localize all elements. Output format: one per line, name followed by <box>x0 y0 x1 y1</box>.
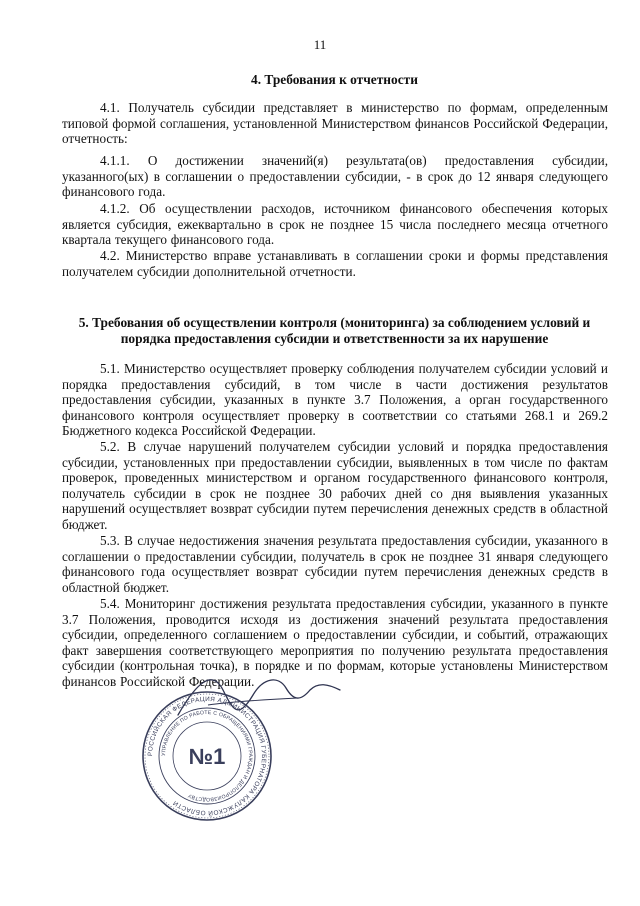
section-5-title-line-2: порядка предоставления субсидии и ответственности за их нарушение <box>120 331 549 346</box>
paragraph-4-1-2: 4.1.2. Об осуществлении расходов, источником финансового обеспечения которых является субсидия, ежеквартально в срок не позднее 15 числа последнего месяца отчетного квартала текущего финансового года. <box>62 201 608 248</box>
section-5-title-line-1: 5. Требования об осуществлении контроля (мониторинга) за соблюдением условий и <box>78 315 591 330</box>
paragraph-4-1: 4.1. Получатель субсидии представляет в министерство по формам, определенным типовой формой соглашения, установленной Министерством финансов Российской Федерации, отчетность: <box>62 100 608 147</box>
section-4-title: 4. Требования к отчетности <box>251 72 418 87</box>
paragraph-5-3: 5.3. В случае недостижения значения результата предоставления субсидии, указанного в соглашении о предоставлении субсидии, получатель в срок не позднее 31 января следующего финансового года осуществляет возврат субсидии путем перечисления денежных средств в областной бюджет. <box>62 533 608 595</box>
page-number: 11 <box>313 37 327 52</box>
paragraph-5-4: 5.4. Мониторинг достижения результата предоставления субсидии, указанного в пункте 3.7 Положения, проводится исходя из достижения значений результата предоставления субсидии, определенного соглашением о предоставлении субсидии, и событий, отражающих факт завершения соответствующего мероприятия по получению результата предоставления субсидии (контрольная точка), в порядке и по формам, которые установлены Министерством финансов Российской Федерации. <box>62 596 608 689</box>
paragraph-4-2: 4.2. Министерство вправе устанавливать в соглашении сроки и формы представления получателем субсидии дополнительной отчетности. <box>62 248 608 279</box>
paragraph-5-1: 5.1. Министерство осуществляет проверку соблюдения получателем субсидии условий и порядка предоставления субсидий, в том числе в части достижения результатов предоставления субсидии, указанных в пункте 3.7 Положения, а орган государственного финансового контроля осуществляет проверку в соответствии со статьями 268.1 и 269.2 Бюджетного кодекса Российской Федерации. <box>62 361 608 439</box>
stamp-outer-text: РОССИЙСКАЯ ФЕДЕРАЦИЯ АДМИНИСТРАЦИЯ ГУБЕРНАТОРА КАЛУЖСКОЙ ОБЛАСТИ <box>146 695 268 817</box>
official-stamp <box>140 689 274 823</box>
paragraph-5-2: 5.2. В случае нарушений получателем субсидии условий и порядка предоставления субсидии, установленных при предоставлении субсидии, выявленных в том числе по фактам проверок, проведенных министерством и органом государственного финансового контроля, получатель субсидии в срок не позднее 30 рабочих дней со дня выявления указанных нарушений осуществляет возврат субсидии путем перечисления денежных средств в областной бюджет. <box>62 439 608 532</box>
stamp-inner-text: УПРАВЛЕНИЕ ПО РАБОТЕ С ОБРАЩЕНИЯМИ ГРАЖДАН И ДЕЛОПРОИЗВОДСТВУ <box>160 709 254 803</box>
stamp-number: №1 <box>188 744 226 769</box>
paragraph-4-1-1: 4.1.1. О достижении значений(я) результата(ов) предоставления субсидии, указанного(ых) в соглашении о предоставлении субсидии, - в срок до 12 января следующего финансового года. <box>62 153 608 200</box>
